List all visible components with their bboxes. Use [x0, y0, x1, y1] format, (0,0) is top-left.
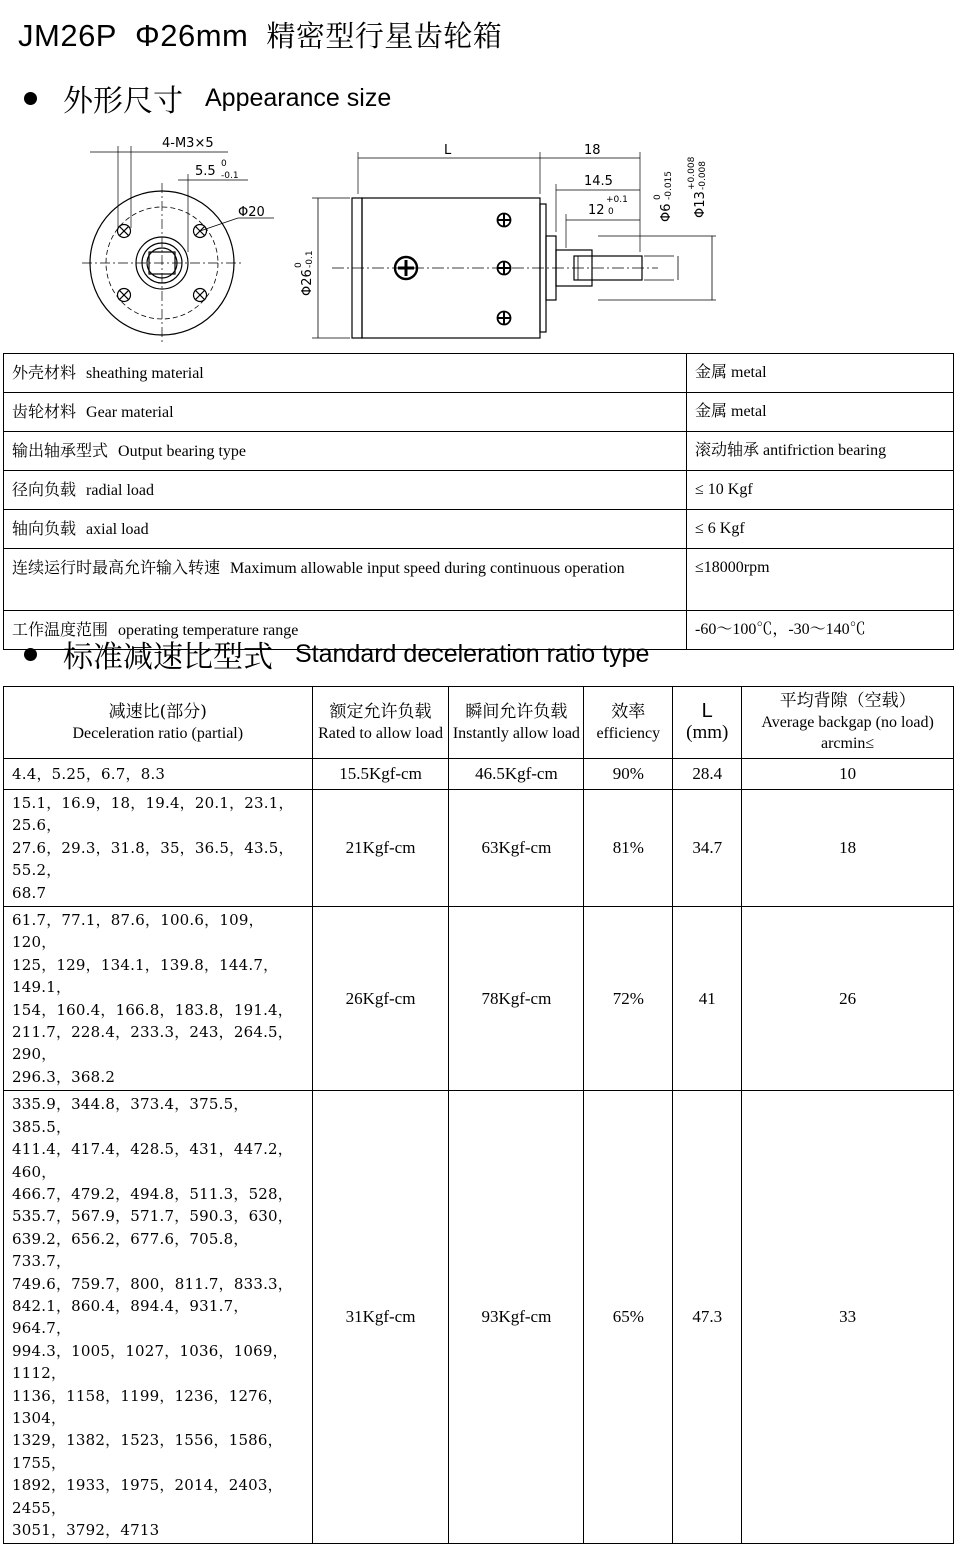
- ratio-line: 994.3，1005，1027，1036，1069，1112，: [12, 1341, 288, 1383]
- header-length: L (mm): [673, 687, 742, 759]
- dim-shaft-len: 18: [584, 143, 601, 158]
- spec-table: [3, 353, 954, 650]
- table-row: [4, 907, 954, 1091]
- spec-value: ≤ 6 Kgf: [687, 510, 954, 549]
- title-diameter: Φ26mm: [134, 18, 249, 53]
- ratio-line: 749.6，759.7，800，811.7，833.3，: [12, 1274, 293, 1293]
- ratio-line: 125，129，134.1，139.8，144.7，149.1，: [12, 955, 279, 997]
- ratio-line: 27.6，29.3，31.8，35，36.5，43.5，55.2，: [12, 838, 294, 880]
- ratio-line: 411.4，417.4，428.5，431，447.2，460，: [12, 1140, 293, 1181]
- ratio-list: [4, 759, 313, 790]
- ratio-line: 68.7: [12, 883, 47, 902]
- length-cell: 47.3: [673, 1091, 742, 1544]
- ratio-line: 1136，1158，1199，1236，1276，1304，: [12, 1386, 283, 1427]
- length-cell: 28.4: [673, 759, 742, 790]
- rated-load-cell: 15.5Kgf-cm: [312, 759, 449, 790]
- dim-length: L: [444, 143, 452, 158]
- dim-screws: 4-M3×5: [162, 136, 214, 151]
- title-name: 精密型行星齿轮箱: [266, 19, 503, 53]
- spec-label: 输出轴承型式 Output bearing type: [4, 432, 687, 471]
- backlash-cell: 33: [742, 1091, 954, 1544]
- spec-label: 轴向负载 axial load: [4, 510, 687, 549]
- spec-value: -60～100℃，-30～140℃: [687, 611, 954, 650]
- instant-load-cell: 46.5Kgf-cm: [449, 759, 584, 790]
- bullet-icon: [24, 92, 37, 105]
- instant-load-cell: 93Kgf-cm: [449, 1091, 584, 1544]
- dim-body-tol-lower: -0.1: [305, 250, 315, 268]
- ratio-list: [4, 790, 313, 907]
- front-view: [82, 146, 274, 343]
- spec-value: 滚动轴承 antifriction bearing: [687, 432, 954, 471]
- efficiency-cell: 65%: [584, 1091, 673, 1544]
- rated-load-cell: 26Kgf-cm: [312, 907, 449, 1091]
- spec-label: 齿轮材料 Gear material: [4, 393, 687, 432]
- table-row: [4, 354, 954, 393]
- screw-hole: [194, 289, 207, 302]
- efficiency-cell: 90%: [584, 759, 673, 790]
- dim-body-tol-upper: 0: [294, 262, 304, 268]
- dim-depth-tol-upper: 0: [221, 159, 227, 169]
- ratio-line: 466.7，479.2，494.8，511.3，528，: [12, 1184, 293, 1203]
- rated-load-cell: 21Kgf-cm: [312, 790, 449, 907]
- ratio-line: 1329，1382，1523，1556，1586，1755，: [12, 1431, 283, 1472]
- dim-depth-tol-lower: -0.1: [221, 171, 239, 181]
- dim-pcd: Φ20: [238, 205, 265, 220]
- ratio-line: 1892，1933，1975，2014，2403，2455，: [12, 1476, 283, 1517]
- table-row: [4, 432, 954, 471]
- ratio-line: 211.7，228.4，233.3，243，264.5，290，: [12, 1023, 293, 1064]
- side-screw-icon: [498, 262, 511, 275]
- spec-value: ≤18000rpm: [687, 549, 954, 611]
- length-cell: 41: [673, 907, 742, 1091]
- dim-shaft-tol-upper: 0: [653, 194, 663, 200]
- rated-load-cell: 31Kgf-cm: [312, 1091, 449, 1544]
- page-title: [18, 14, 520, 55]
- spec-value: 金属 metal: [687, 393, 954, 432]
- instant-load-cell: 63Kgf-cm: [449, 790, 584, 907]
- efficiency-cell: 81%: [584, 790, 673, 907]
- length-cell: 34.7: [673, 790, 742, 907]
- spec-label: 连续运行时最高允许输入转速 Maximum allowable input speed during continuous operation: [4, 549, 687, 611]
- ratio-line: 639.2，656.2，677.6，705.8，733.7，: [12, 1229, 249, 1271]
- screw-hole: [118, 289, 131, 302]
- spec-label: 外壳材料 sheathing material: [4, 354, 687, 393]
- section-ratio-en: Standard deceleration ratio type: [295, 639, 650, 668]
- ratio-table: [3, 686, 954, 1544]
- table-row: [4, 790, 954, 907]
- table-row: [4, 471, 954, 510]
- spec-label: 径向负载 radial load: [4, 471, 687, 510]
- backlash-cell: 18: [742, 790, 954, 907]
- spec-label: 工作温度范围 operating temperature range: [4, 611, 687, 650]
- dim-body-dia: Φ26: [300, 269, 315, 296]
- ratio-list: [4, 1091, 313, 1544]
- section-appearance-en: Appearance size: [205, 83, 392, 112]
- header-rated: 额定允许负载 Rated to allow load: [312, 687, 449, 759]
- spec-value: 金属 metal: [687, 354, 954, 393]
- ratio-line: 296.3，368.2: [12, 1067, 116, 1086]
- side-screw-icon: [498, 214, 511, 227]
- section-ratio-cn: 标准减速比型式: [63, 640, 273, 675]
- ratio-line: 3051，3792，4713: [12, 1521, 160, 1539]
- ratio-line: 15.1，16.9，18，19.4，20.1，23.1，25.6，: [12, 794, 294, 835]
- ratio-line: 61.7，77.1，87.6，100.6，109，120，: [12, 911, 264, 952]
- dim-depth: 5.5: [195, 164, 216, 179]
- ratio-line: 535.7，567.9，571.7，590.3，630，: [12, 1207, 293, 1226]
- header-efficiency: 效率 efficiency: [584, 687, 673, 759]
- table-row: [4, 510, 954, 549]
- instant-load-cell: 78Kgf-cm: [449, 907, 584, 1091]
- side-view: [312, 152, 716, 338]
- ratio-list: [4, 907, 313, 1091]
- ratio-line: 842.1，860.4，894.4，931.7，964.7，: [12, 1296, 249, 1338]
- dimension-drawing: [78, 128, 728, 348]
- dim-boss-tol-lower: -0.008: [698, 160, 708, 190]
- dim-boss-tol-upper: +0.008: [687, 156, 697, 190]
- table-row: [4, 759, 954, 790]
- header-ratio: 减速比(部分) Deceleration ratio (partial): [4, 687, 313, 759]
- table-row: [4, 393, 954, 432]
- section-appearance-cn: 外形尺寸: [63, 84, 183, 119]
- dim-14-5: 14.5: [584, 174, 613, 189]
- ratio-line: 4.4，5.25，6.7，8.3: [12, 764, 166, 783]
- dim-boss-dia: Φ13: [693, 191, 708, 218]
- table-row: [4, 549, 954, 611]
- ratio-line: 154，160.4，166.8，183.8，191.4，: [12, 1000, 293, 1019]
- title-model: JM26P: [18, 18, 117, 53]
- header-instant: 瞬间允许负载 Instantly allow load: [449, 687, 584, 759]
- table-header-row: [4, 687, 954, 759]
- dim-12-tol-upper: +0.1: [606, 195, 628, 205]
- mounting-screw-icon: [395, 257, 417, 279]
- backlash-cell: 26: [742, 907, 954, 1091]
- section-ratio-heading: [20, 632, 649, 676]
- efficiency-cell: 72%: [584, 907, 673, 1091]
- screw-hole: [118, 225, 131, 238]
- side-screw-icon: [498, 312, 511, 325]
- backlash-cell: 10: [742, 759, 954, 790]
- spec-value: ≤ 10 Kgf: [687, 471, 954, 510]
- table-row: [4, 1091, 954, 1544]
- dim-12: 12: [588, 203, 605, 218]
- bullet-icon: [24, 648, 37, 661]
- dim-12-tol-lower: 0: [608, 207, 614, 217]
- dim-shaft-dia: Φ6: [659, 203, 674, 222]
- section-appearance-heading: [20, 76, 391, 120]
- dim-shaft-tol-lower: -0.015: [664, 170, 674, 200]
- header-backlash: 平均背隙（空载） Average backgap (no load) arcmin≤: [742, 687, 954, 759]
- ratio-line: 335.9，344.8，373.4，375.5，385.5，: [12, 1095, 249, 1136]
